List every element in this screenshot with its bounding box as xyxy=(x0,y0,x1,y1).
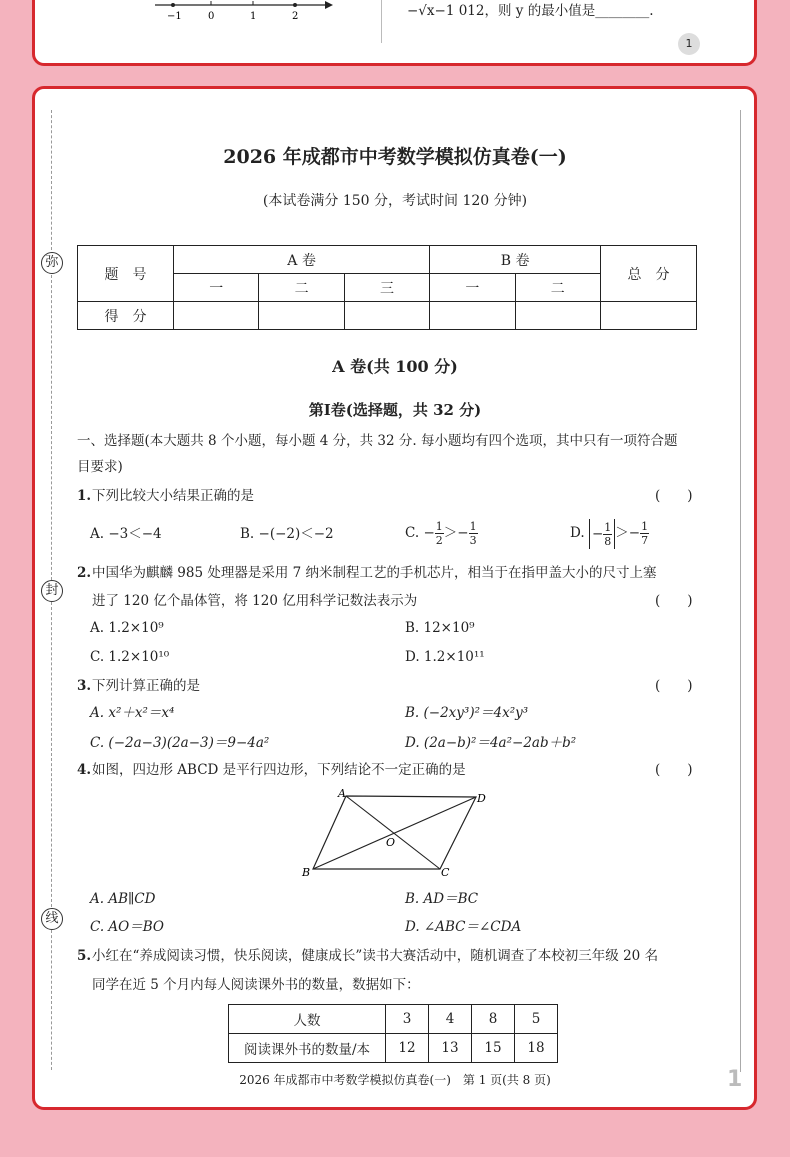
q1-d-frac-2 xyxy=(640,520,649,547)
q1-option-b: B. −(−2)＜−2 xyxy=(240,526,334,542)
number-line-point xyxy=(293,3,297,7)
diagonal-ac xyxy=(346,796,440,869)
q3-number: 3. xyxy=(77,678,92,694)
binding-dashed-line xyxy=(51,275,52,580)
frac-den: 2 xyxy=(435,534,443,547)
score-cell xyxy=(344,302,429,330)
group-b-header: B 卷 xyxy=(430,246,601,274)
vertex-label-a: A xyxy=(338,787,346,800)
binding-dashed-line xyxy=(51,930,52,1070)
q2-line-1: 中国华为麒麟 985 处理器是采用 7 纳米制程工艺的手机芯片，相当于在指甲盖大小的尺寸上塞 xyxy=(92,565,657,581)
q1-c-frac-1 xyxy=(435,520,444,547)
previous-page-card xyxy=(32,0,757,66)
q4-option-d: D. ∠ABC＝∠CDA xyxy=(405,919,522,935)
a-col-3: 三 xyxy=(344,274,429,302)
tick-label: 1 xyxy=(250,11,257,22)
q1-option-a: A. −3＜−4 xyxy=(90,526,162,542)
paper-a-heading: A 卷(共 100 分) xyxy=(332,357,458,376)
q3-option-b: B. (−2xy³)²＝4x²y³ xyxy=(405,705,529,721)
freq-cell: 4 xyxy=(429,1005,472,1034)
group-a-header: A 卷 xyxy=(174,246,430,274)
tick-label: −1 xyxy=(167,11,182,22)
q5-line-1: 小红在“养成阅读习惯，快乐阅读，健康成长”读书大赛活动中，随机调查了本校初三年级 20 名 xyxy=(92,948,659,964)
q4-number: 4. xyxy=(77,762,92,778)
q2-option-b: B. 12×10⁹ xyxy=(405,620,475,636)
q1-d-label: D. xyxy=(570,525,585,541)
corner-page-number: 1 xyxy=(727,1067,743,1092)
q1-answer-paren: ( ) xyxy=(655,488,693,504)
q5-number: 5. xyxy=(77,948,92,964)
q1-c-frac-2 xyxy=(469,520,478,547)
q3-option-d: D. (2a−b)²＝4a²−2ab＋b² xyxy=(405,735,577,751)
exam-title: 2026 年成都市中考数学模拟仿真卷(一) xyxy=(223,146,567,168)
instructions-line-1: 一、选择题(本大题共 8 个小题，每小题 4 分，共 32 分. 每小题均有四个选项，其中只有一项符合题 xyxy=(77,433,678,449)
q2-option-d: D. 1.2×10¹¹ xyxy=(405,649,485,665)
right-margin-line xyxy=(740,110,741,1072)
q1-number: 1. xyxy=(77,488,92,504)
freq-cell: 15 xyxy=(472,1034,515,1063)
page-footer: 2026 年成都市中考数学模拟仿真卷(一) 第 1 页(共 8 页) xyxy=(239,1073,551,1087)
exam-subtitle: (本试卷满分 150 分，考试时间 120 分钟) xyxy=(262,193,528,209)
score-cell xyxy=(601,302,697,330)
frac-den: 7 xyxy=(641,534,649,547)
b-col-1: 一 xyxy=(430,274,515,302)
q2-line-2: 进了 120 亿个晶体管，将 120 亿用科学记数法表示为 xyxy=(92,593,418,609)
q3-option-c: C. (−2a−3)(2a−3)＝9−4a² xyxy=(90,735,270,751)
score-cell xyxy=(515,302,600,330)
q2-option-c: C. 1.2×10¹⁰ xyxy=(90,649,170,665)
binding-dashed-line xyxy=(51,602,52,907)
q2-option-a: A. 1.2×10⁹ xyxy=(90,620,164,636)
score-cell xyxy=(259,302,344,330)
q4-option-a: A. AB∥CD xyxy=(90,891,156,907)
frac-num: 1 xyxy=(469,520,477,533)
freq-cell: 18 xyxy=(515,1034,558,1063)
number-line xyxy=(153,0,333,27)
b-col-2: 二 xyxy=(515,274,600,302)
q3-answer-paren: ( ) xyxy=(655,678,693,694)
a-col-1: 一 xyxy=(174,274,259,302)
q3-stem: 下列计算正确的是 xyxy=(92,678,200,694)
q4-option-c: C. AO＝BO xyxy=(90,919,164,935)
q3-option-a: A. x²＋x²＝x⁴ xyxy=(90,705,175,721)
center-label-o: O xyxy=(386,836,396,849)
vertex-label-c: C xyxy=(441,866,450,879)
q5-line-2: 同学在近 5 个月内每人阅读课外书的数量，数据如下： xyxy=(92,977,420,993)
parallelogram-figure xyxy=(298,785,498,881)
score-table xyxy=(77,245,697,330)
number-line-point xyxy=(171,3,175,7)
frac-num: 1 xyxy=(435,520,443,533)
freq-row-label-people: 人数 xyxy=(229,1005,386,1034)
seal-char-xian: 线 xyxy=(41,908,63,930)
tick-label: 2 xyxy=(292,11,299,22)
frac-num: 1 xyxy=(604,520,612,534)
score-cell xyxy=(174,302,259,330)
q2-number: 2. xyxy=(77,565,92,581)
q4-option-b: B. AD＝BC xyxy=(405,891,479,907)
q1-d-sign: − xyxy=(591,525,604,542)
a-col-2: 二 xyxy=(259,274,344,302)
binding-dashed-line xyxy=(51,110,52,250)
q1-option-d xyxy=(570,515,649,551)
row-label-score: 得 分 xyxy=(78,302,174,330)
freq-cell: 8 xyxy=(472,1005,515,1034)
row-label-question-no: 题 号 xyxy=(78,246,174,302)
score-cell xyxy=(430,302,515,330)
q1-d-rel: ＞− xyxy=(615,525,641,541)
frequency-table xyxy=(228,1004,558,1063)
seal-char-feng: 封 xyxy=(41,580,63,602)
q1-option-c xyxy=(405,515,478,551)
freq-cell: 12 xyxy=(386,1034,429,1063)
seal-char-mi: 弥 xyxy=(41,252,63,274)
q1-c-sign: − xyxy=(423,525,435,541)
vertex-label-d: D xyxy=(477,792,486,805)
q1-d-frac-1 xyxy=(603,521,612,548)
q1-stem: 下列比较大小结果正确的是 xyxy=(92,488,254,504)
total-header: 总 分 xyxy=(601,246,697,302)
freq-cell: 13 xyxy=(429,1034,472,1063)
instructions-line-2: 目要求) xyxy=(77,459,123,475)
freq-cell: 3 xyxy=(386,1005,429,1034)
frac-den: 3 xyxy=(469,534,477,547)
q2-answer-paren: ( ) xyxy=(655,593,693,609)
freq-cell: 5 xyxy=(515,1005,558,1034)
freq-row-label-books: 阅读课外书的数量/本 xyxy=(229,1034,386,1063)
q4-answer-paren: ( ) xyxy=(655,762,693,778)
part-1-heading: 第Ⅰ卷(选择题，共 32 分) xyxy=(308,401,482,419)
tick-label: 0 xyxy=(208,11,215,22)
diagonal-bd xyxy=(313,797,476,869)
problem-fragment: −√x−1 012，则 y 的最小值是________. xyxy=(407,3,654,19)
q4-stem: 如图，四边形 ABCD 是平行四边形，下列结论不一定正确的是 xyxy=(92,762,466,778)
frac-den: 8 xyxy=(604,534,612,548)
vertex-label-b: B xyxy=(302,866,311,879)
page-badge: 1 xyxy=(678,33,700,55)
q1-c-label: C. xyxy=(405,525,420,541)
q1-d-abs xyxy=(589,519,615,549)
frac-num: 1 xyxy=(641,520,649,533)
number-line-arrow xyxy=(325,1,333,9)
q1-c-rel: ＞− xyxy=(443,525,469,541)
column-divider xyxy=(381,0,382,43)
